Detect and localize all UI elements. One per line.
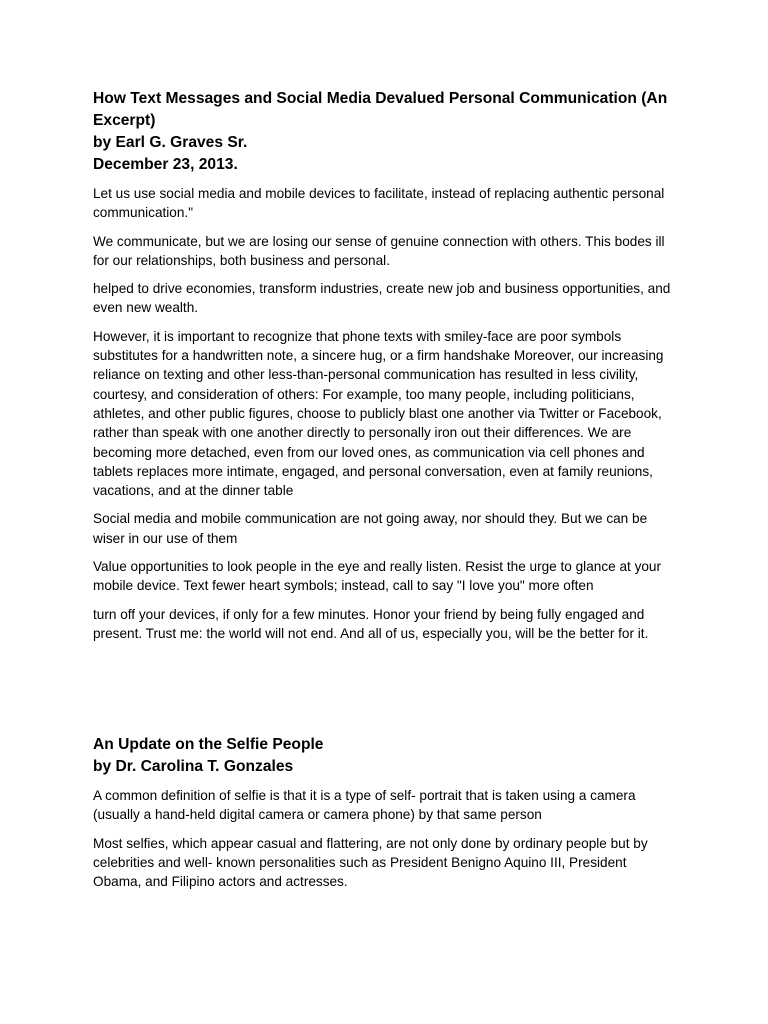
paragraph: A common definition of selfie is that it is a type of self- portrait that is taken using a camera (usually a hand-held digital camera or camera phone) by that same person xyxy=(93,788,636,823)
article-date: December 23, 2013. xyxy=(93,156,238,173)
paragraph: Let us use social media and mobile devices to facilitate, instead of replacing authentic personal communication." xyxy=(93,186,665,221)
article-header xyxy=(93,88,678,176)
paragraph: Most selfies, which appear casual and flattering, are not only done by ordinary people but by celebrities and well- known personalities such as President Benigno Aquino III, President Obama, and Filipino actors and actresses. xyxy=(93,835,648,890)
article-byline: by Dr. Carolina T. Gonzales xyxy=(93,758,294,775)
article-header xyxy=(93,734,678,778)
paragraph: Social media and mobile communication are not going away, nor should they. But we can be wiser in our use of them xyxy=(93,511,648,546)
paragraph: turn off your devices, if only for a few minutes. Honor your friend by being fully engaged and present. Trust me: the world will not end. And all of us, especially you, will be the better for it. xyxy=(93,606,649,641)
paragraph: We communicate, but we are losing our sense of genuine connection with others. This bodes ill for our relationships, both business and personal. xyxy=(93,233,665,268)
paragraph: However, it is important to recognize that phone texts with smiley-face are poor symbols substitutes for a handwritten note, a sincere hug, or a firm handshake Moreover, our increasing reliance on texting and other less-than-personal communication has resulted in less civility, courtesy, and consideration of others: For example, too many people, including politicians, athletes, and other public figures, choose to publicly blast one another via Twitter or Facebook, rather than speak with one another directly to personally iron out their differences. We are becoming more detached, even from our loved ones, as communication via cell phones and tablets replaces more intimate, engaged, and personal conversation, even at family reunions, vacations, and at the dinner table xyxy=(93,328,664,499)
article-graves xyxy=(93,88,678,652)
article-title: An Update on the Selfie People xyxy=(93,736,324,753)
article-gonzales xyxy=(93,734,678,900)
paragraph: helped to drive economies, transform industries, create new job and business opportunities, and even new wealth. xyxy=(93,281,671,316)
paragraph: Value opportunities to look people in the eye and really listen. Resist the urge to glance at your mobile device. Text fewer heart symbols; instead, call to say "I love you" more often xyxy=(93,559,662,594)
article-title: How Text Messages and Social Media Devalued Personal Communication (An Excerpt) xyxy=(93,90,668,129)
article-byline: by Earl G. Graves Sr. xyxy=(93,134,248,151)
